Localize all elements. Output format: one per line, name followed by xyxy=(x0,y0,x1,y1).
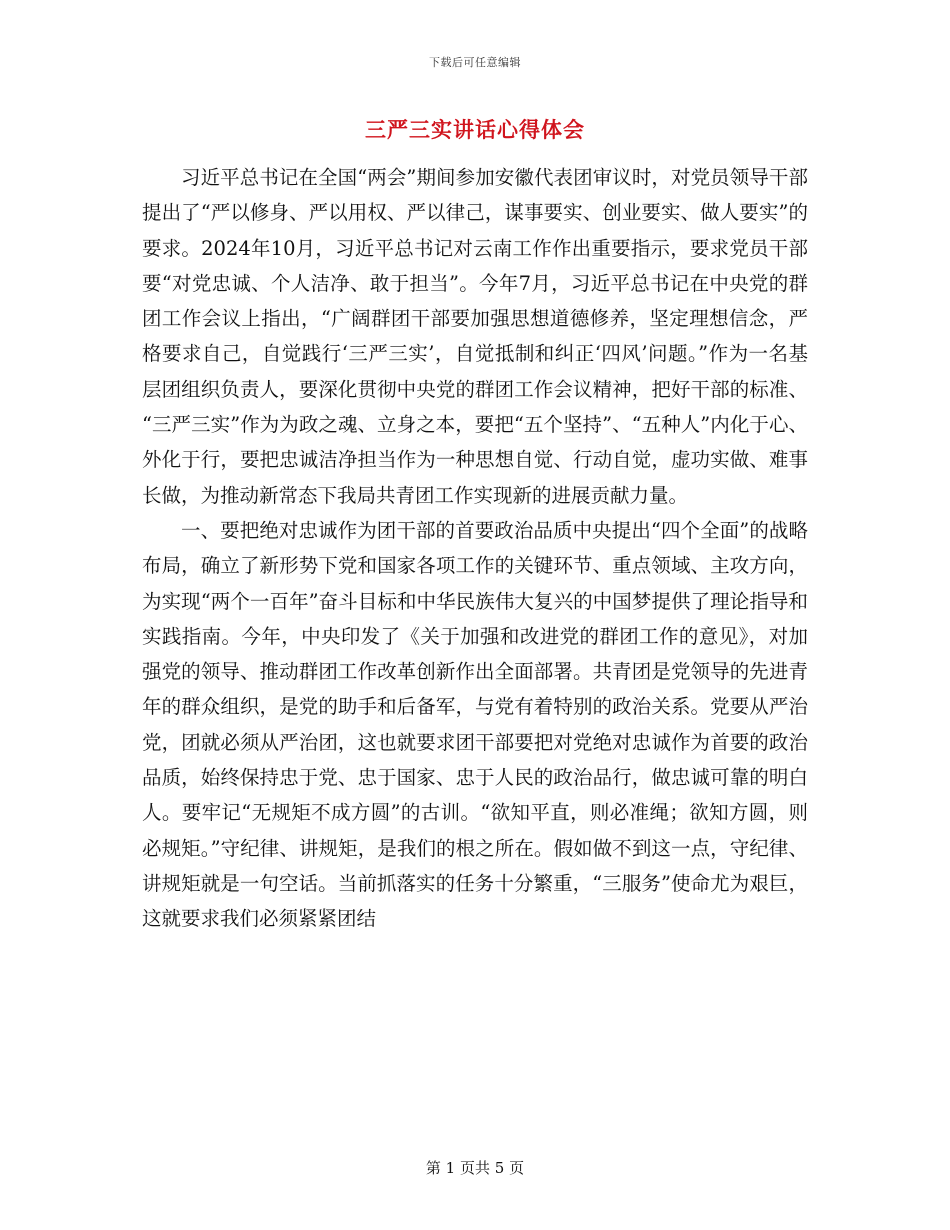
body-paragraph: 一、要把绝对忠诚作为团干部的首要政治品质中央提出“四个全面”的战略布局，确立了新形势下党和国家各项工作的关键环节、重点领域、主攻方向，为实现“两个一百年”奋斗目标和中华民族伟大复兴的中国梦提供了理论指导和实践指南。今年，中央印发了《关于加强和改进党的群团工作的意见》，对加强党的领导、推动群团工作改革创新作出全面部署。共青团是党领导的先进青年的群众组织，是党的助手和后备军，与党有着特别的政治关系。党要从严治党，团就必须从严治团，这也就要求团干部要把对党绝对忠诚作为首要的政治品质，始终保持忠于党、忠于国家、忠于人民的政治品行，做忠诚可靠的明白人。要牢记“无规矩不成方圆”的古训。“欲知平直，则必准绳；欲知方圆，则必规矩。”守纪律、讲规矩，是我们的根之所在。假如做不到这一点，守纪律、讲规矩就是一句空话。当前抓落实的任务十分繁重，“三服务”使命尤为艰巨，这就要求我们必须紧紧团结 xyxy=(142,518,808,931)
body-paragraph: 习近平总书记在全国“两会”期间参加安徽代表团审议时，对党员领导干部提出了“严以修身、严以用权、严以律己，谋事要实、创业要实、做人要实”的要求。2024年10月，习近平总书记对云南工作作出重要指示，要求党员干部要“对党忠诚、个人洁净、敢于担当”。今年7月，习近平总书记在中央党的群团工作会议上指出，“广阔群团干部要加强思想道德修养，坚定理想信念，严格要求自己，自觉践行‘三严三实’，自觉抵制和纠正‘四风’问题。”作为一名基层团组织负责人，要深化贯彻中央党的群团工作会议精神，把好干部的标准、“三严三实”作为为政之魂、立身之本，要把“五个坚持”、“五种人”内化于心、外化于行，要把忠诚洁净担当作为一种思想自觉、行动自觉，虚功实做、难事长做，为推动新常态下我局共青团工作实现新的进展贡献力量。 xyxy=(142,166,808,507)
document-title: 三严三实讲话心得体会 xyxy=(365,117,585,142)
page-footer: 第 1 页共 5 页 xyxy=(425,1159,525,1177)
document-body xyxy=(142,160,808,937)
header-note: 下载后可任意编辑 xyxy=(429,56,521,69)
